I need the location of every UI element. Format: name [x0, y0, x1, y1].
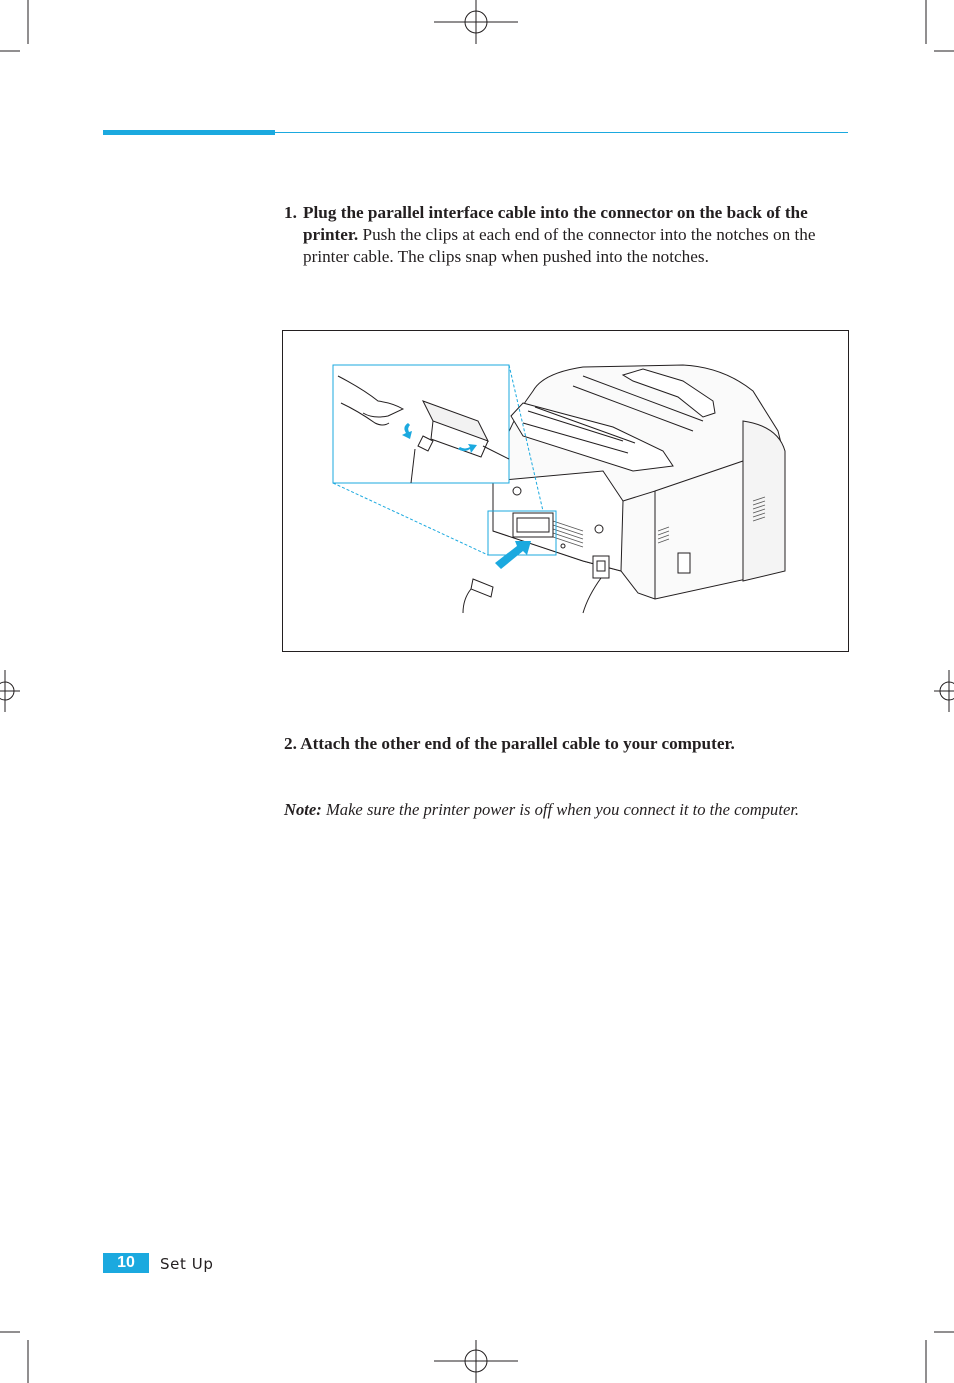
note-label: Note:	[284, 800, 322, 819]
header-accent-bar	[103, 130, 275, 135]
step-1-bold: Plug the parallel interface cable into the connector on the back of the printer.	[303, 203, 808, 244]
step-1-text	[303, 202, 850, 268]
step-2: 2. Attach the other end of the parallel cable to your computer.	[284, 734, 735, 753]
note	[284, 799, 824, 821]
step-1-number: 1.	[284, 203, 297, 222]
step-1-body: Push the clips at each end of the connector into the notches on the printer cable. The clips snap when pushed into the notches.	[303, 225, 816, 266]
printer-figure	[282, 330, 849, 652]
step-1	[284, 202, 850, 268]
header-rule	[275, 132, 848, 133]
section-title: Set Up	[160, 1255, 214, 1273]
printer-parallel-cable-illustration	[283, 331, 848, 651]
note-text: Make sure the printer power is off when you connect it to the computer.	[321, 800, 800, 819]
page-number: 10	[103, 1253, 149, 1273]
